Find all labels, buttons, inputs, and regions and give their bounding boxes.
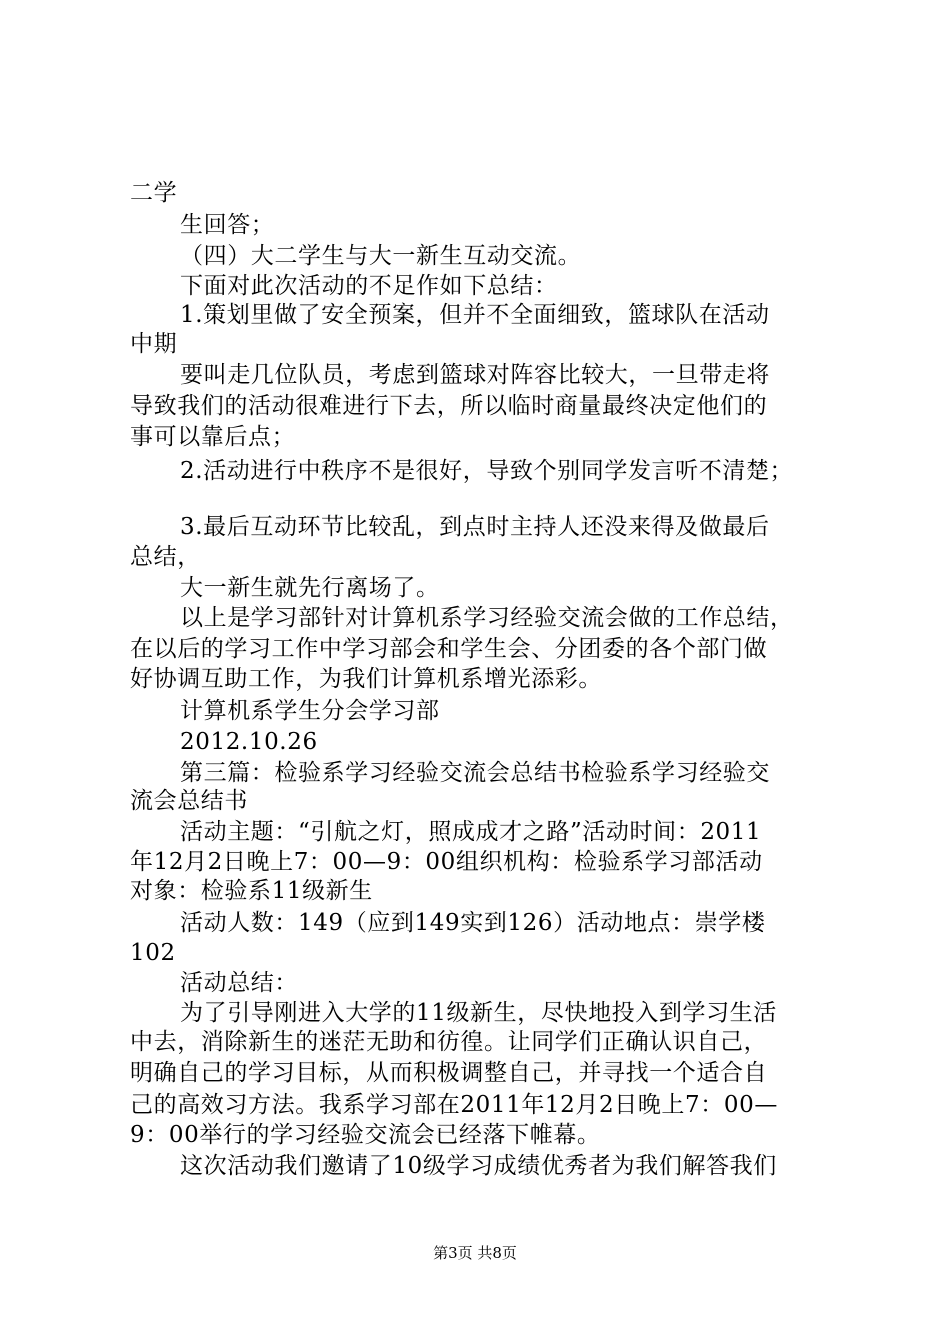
- text-line: 以上是学习部针对计算机系学习经验交流会做的工作总结，: [180, 605, 794, 631]
- text-line: 2012.10.26: [180, 729, 318, 755]
- text-line: 9：00举行的学习经验交流会已经落下帷幕。: [130, 1122, 601, 1148]
- text-line: 活动总结：: [180, 970, 298, 996]
- text-line: 活动主题：“引航之灯，照成成才之路”活动时间：2011: [180, 819, 762, 845]
- text-line: 为了引导刚进入大学的11级新生，尽快地投入到学习生活: [180, 1000, 777, 1026]
- text-line: 中去，消除新生的迷茫无助和彷徨。让同学们正确认识自己，: [130, 1029, 768, 1055]
- text-line: 流会总结书: [130, 788, 248, 814]
- text-line: 明确自己的学习目标，从而积极调整自己，并寻找一个适合自: [130, 1060, 768, 1086]
- text-line: 第三篇：检验系学习经验交流会总结书检验系学习经验交: [180, 760, 770, 786]
- page-footer: 第3页 共8页: [433, 1244, 517, 1262]
- text-line: 生回答；: [180, 212, 275, 238]
- text-line: 2.活动进行中秩序不是很好，导致个别同学发言听不清楚；: [180, 458, 794, 484]
- text-line: 1.策划里做了安全预案，但并不全面细致，篮球队在活动: [180, 302, 770, 328]
- text-line: 下面对此次活动的不足作如下总结：: [180, 273, 558, 299]
- text-line: 3.最后互动环节比较乱，到点时主持人还没来得及做最后: [180, 514, 770, 540]
- text-line: 二学: [130, 180, 178, 206]
- text-line: 在以后的学习工作中学习部会和学生会、分团委的各个部门做: [130, 636, 768, 662]
- text-line: 这次活动我们邀请了10级学习成绩优秀者为我们解答我们: [180, 1153, 777, 1179]
- text-line: 导致我们的活动很难进行下去，所以临时商量最终决定他们的: [130, 393, 768, 419]
- text-line: 要叫走几位队员，考虑到篮球对阵容比较大，一旦带走将: [180, 362, 770, 388]
- text-line: 102: [130, 940, 176, 966]
- text-line: 对象：检验系11级新生: [130, 878, 373, 904]
- text-line: 计算机系学生分会学习部: [180, 698, 440, 724]
- text-line: 好协调互助工作，为我们计算机系增光添彩。: [130, 666, 602, 692]
- text-line: 年12月2日晚上7：00—9：00组织机构：检验系学习部活动: [130, 849, 763, 875]
- text-line: 总结，: [130, 544, 201, 570]
- text-line: 大一新生就先行离场了。: [180, 575, 440, 601]
- text-line: 己的高效习方法。我系学习部在2011年12月2日晚上7：00—: [130, 1092, 778, 1118]
- text-line: 活动人数：149（应到149实到126）活动地点：崇学楼: [180, 910, 766, 936]
- text-line: （四）大二学生与大一新生互动交流。: [180, 243, 582, 269]
- text-line: 中期: [130, 331, 178, 357]
- text-line: 事可以靠后点；: [130, 424, 296, 450]
